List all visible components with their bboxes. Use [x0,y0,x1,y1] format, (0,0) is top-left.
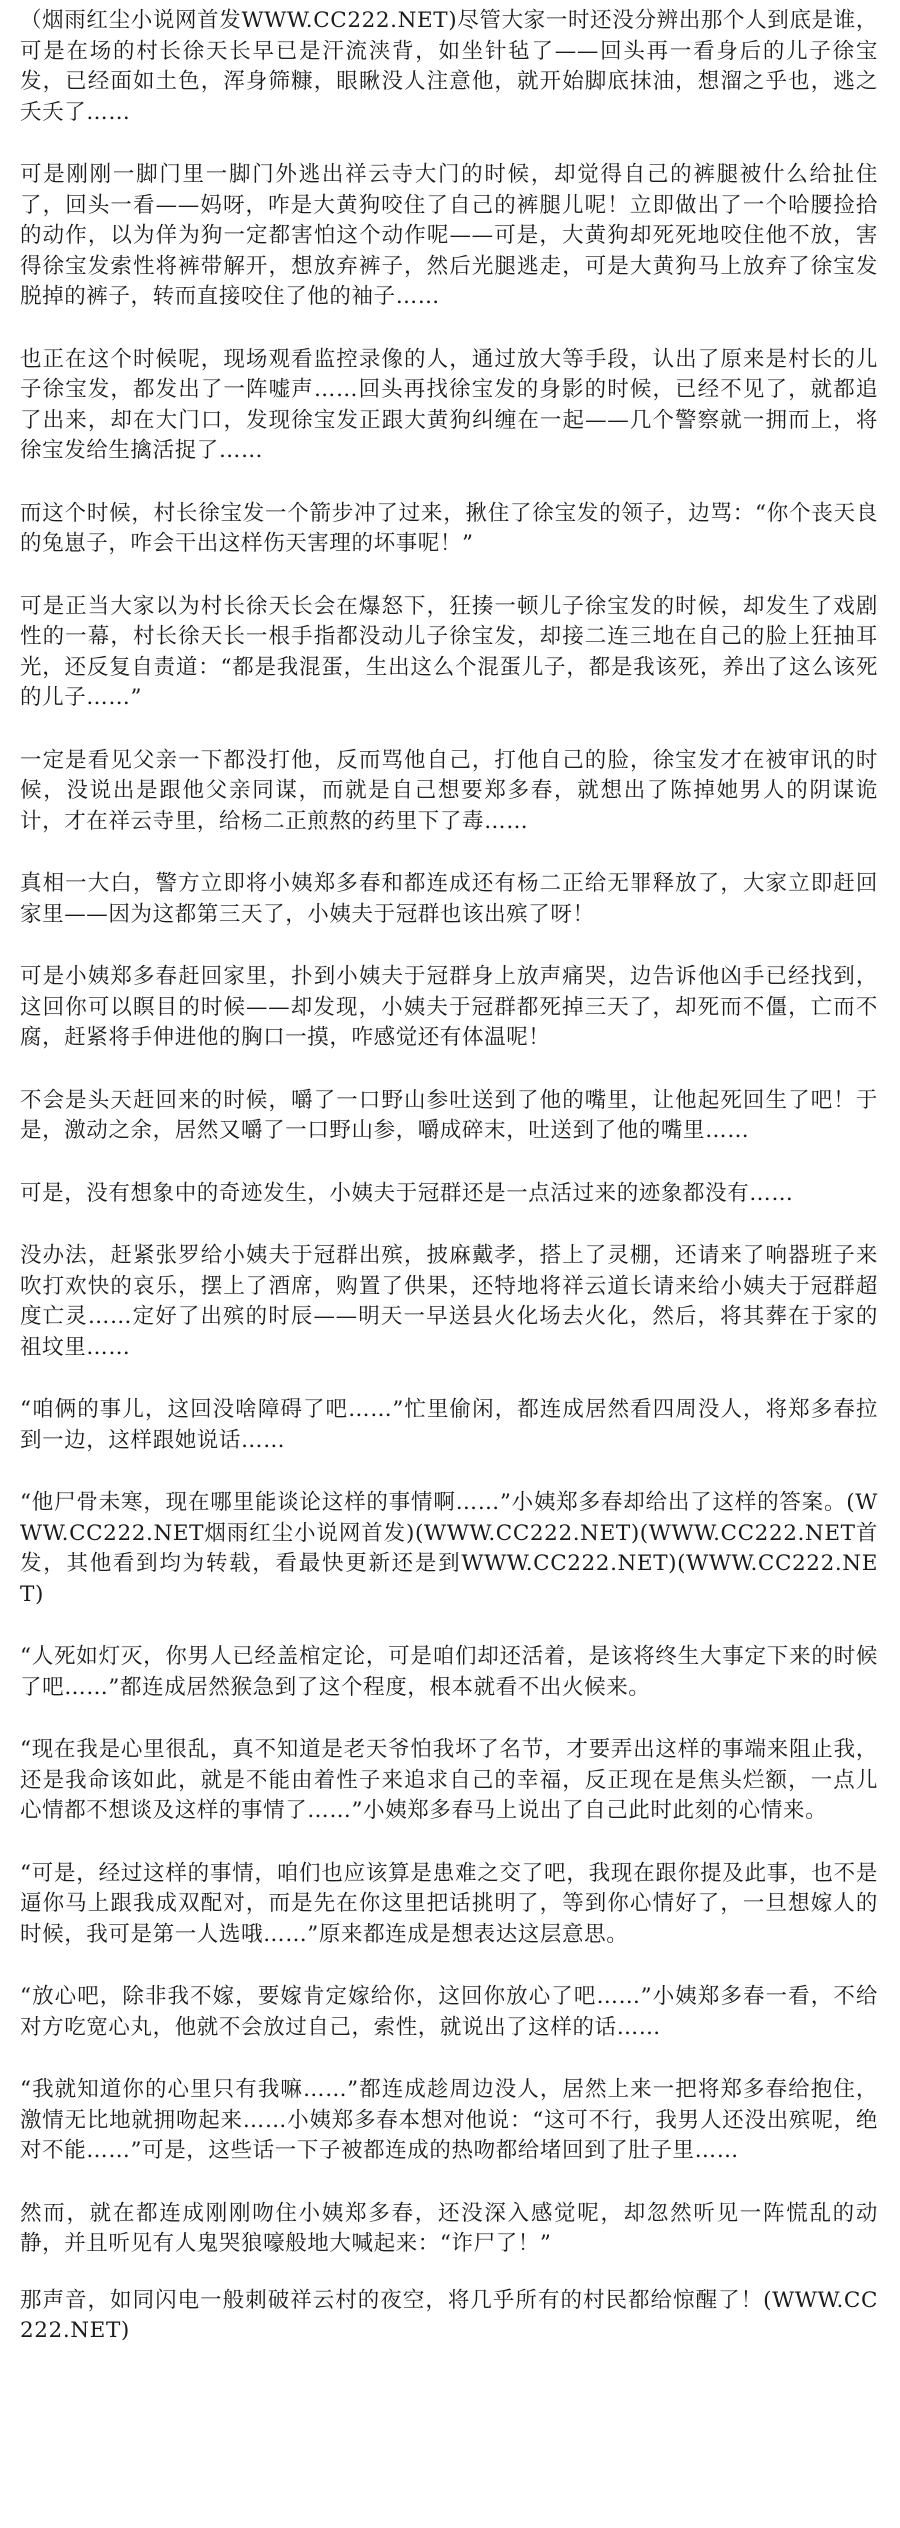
paragraph-7: 真相一大白，警方立即将小姨郑多春和都连成还有杨二正给无罪释放了，大家立即赶回家里——因为这都第三天了，小姨夫于冠群也该出殡了呀！ [20,871,878,927]
paragraph-8: 可是小姨郑多春赶回家里，扑到小姨夫于冠群身上放声痛哭，边告诉他凶手已经找到，这回你可以瞑目的时候——却发现，小姨夫于冠群都死掉三天了，却死而不僵，亡而不腐，赶紧将手伸进他的胸口一摸，咋感觉还有体温呢！ [20,964,878,1050]
paragraph-4: 而这个时候，村长徐宝发一个箭步冲了过来，揪住了徐宝发的领子，边骂：“你个丧天良的兔崽子，咋会干出这样伤天害理的坏事呢！” [20,500,878,556]
paragraph-11: 没办法，赶紧张罗给小姨夫于冠群出殡，披麻戴孝，搭上了灵棚，还请来了响器班子来吹打欢快的哀乐，摆上了酒席，购置了供果，还特地将祥云道长请来给小姨夫于冠群超度亡灵……定好了出殡的时辰——明天一早送县火化场去火化，然后，将其葬在于家的祖坟里…… [20,1243,878,1360]
paragraph-18: “我就知道你的心里只有我嘛……”都连成趁周边没人，居然上来一把将郑多春给抱住，激情无比地就拥吻起来……小姨郑多春本想对他说：“这可不行，我男人还没出殡呢，绝对不能……”可是，这些话一下子被都连成的热吻都给堵回到了肚子里…… [20,2077,878,2163]
paragraph-2: 可是刚刚一脚门里一脚门外逃出祥云寺大门的时候，却觉得自己的裤腿被什么给扯住了，回头一看——妈呀，咋是大黄狗咬住了自己的裤腿儿呢！立即做出了一个哈腰捡拾的动作，以为佯为狗一定都害怕这个动作呢——可是，大黄狗却死死地咬住他不放，害得徐宝发索性将裤带解开，想放弃裤子，然后光腿逃走，可是大黄狗马上放弃了徐宝发脱掉的裤子，转而直接咬住了他的袖子…… [20,162,878,309]
paragraph-13: “他尸骨未寒，现在哪里能谈论这样的事情啊……”小姨郑多春却给出了这样的答案。(WWW.CC222.NET烟雨红尘小说网首发)(WWW.CC222.NET)(WWW.CC222.NET首发，其他看到均为转载，看最快更新还是到WWW.CC222.NET)(WWW.CC222.NET) [20,1490,878,1607]
paragraph-19: 然而，就在都连成刚刚吻住小姨郑多春，还没深入感觉呢，却忽然听见一阵慌乱的动静，并且听见有人鬼哭狼嚎般地大喊起来：“诈尸了！” [20,2200,878,2256]
paragraph-14: “人死如灯灭，你男人已经盖棺定论，可是咱们却还活着，是该将终生大事定下来的时候了吧……”都连成居然猴急到了这个程度，根本就看不出火候来。 [20,1644,878,1700]
paragraph-12: “咱俩的事儿，这回没啥障碍了吧……”忙里偷闲，都连成居然看四周没人，将郑多春拉到一边，这样跟她说话…… [20,1397,878,1453]
paragraph-3: 也正在这个时候呢，现场观看监控录像的人，通过放大等手段，认出了原来是村长的儿子徐宝发，都发出了一阵嘘声……回头再找徐宝发的身影的时候，已经不见了，就都追了出来，却在大门口，发现徐宝发正跟大黄狗纠缠在一起——几个警察就一拥而上，将徐宝发给生擒活捉了…… [20,346,878,463]
paragraph-5: 可是正当大家以为村长徐天长会在爆怒下，狂揍一顿儿子徐宝发的时候，却发生了戏剧性的一幕，村长徐天长一根手指都没动儿子徐宝发，却接二连三地在自己的脸上狂抽耳光，还反复自责道：“都是我混蛋，生出这么个混蛋儿子，都是我该死，养出了这么该死的儿子……” [20,593,878,710]
paragraph-17: “放心吧，除非我不嫁，要嫁肯定嫁给你，这回你放心了吧……”小姨郑多春一看，不给对方吃宽心丸，他就不会放过自己，索性，就说出了这样的话…… [20,1984,878,2040]
paragraph-20: 那声音，如同闪电一般刺破祥云村的夜空，将几乎所有的村民都给惊醒了！(WWW.CC222.NET) [20,2287,878,2343]
paragraph-16: “可是，经过这样的事情，咱们也应该算是患难之交了吧，我现在跟你提及此事，也不是逼你马上跟我成双配对，而是先在你这里把话挑明了，等到你心情好了，一旦想嫁人的时候，我可是第一人选哦……”原来都连成是想表达这层意思。 [20,1860,878,1947]
paragraph-10: 可是，没有想象中的奇迹发生，小姨夫于冠群还是一点活过来的迹象都没有…… [20,1180,794,1206]
paragraph-6: 一定是看见父亲一下都没打他，反而骂他自己，打他自己的脸，徐宝发才在被审讯的时候，没说出是跟他父亲同谋，而就是自己想要郑多春，就想出了陈掉她男人的阴谋诡计，才在祥云寺里，给杨二正煎熬的药里下了毒…… [20,747,878,834]
paragraph-1: （烟雨红尘小说网首发WWW.CC222.NET)尽管大家一时还没分辨出那个人到底是谁，可是在场的村长徐天长早已是汗流浃背，如坐针毡了——回头再一看身后的儿子徐宝发，已经面如土色，浑身筛糠，眼瞅没人注意他，就开始脚底抹油，想溜之乎也，逃之夭夭了…… [20,8,878,125]
paragraph-9: 不会是头天赶回来的时候，嚼了一口野山参吐送到了他的嘴里，让他起死回生了吧！于是，激动之余，居然又嚼了一口野山参，嚼成碎末，吐送到了他的嘴里…… [20,1087,878,1143]
paragraph-15: “现在我是心里很乱，真不知道是老天爷怕我坏了名节，才要弄出这样的事端来阻止我，还是我命该如此，就是不能由着性子来追求自己的幸福，反正现在是焦头烂额，一点儿心情都不想谈及这样的事情了……”小姨郑多春马上说出了自己此时此刻的心情来。 [20,1737,878,1823]
